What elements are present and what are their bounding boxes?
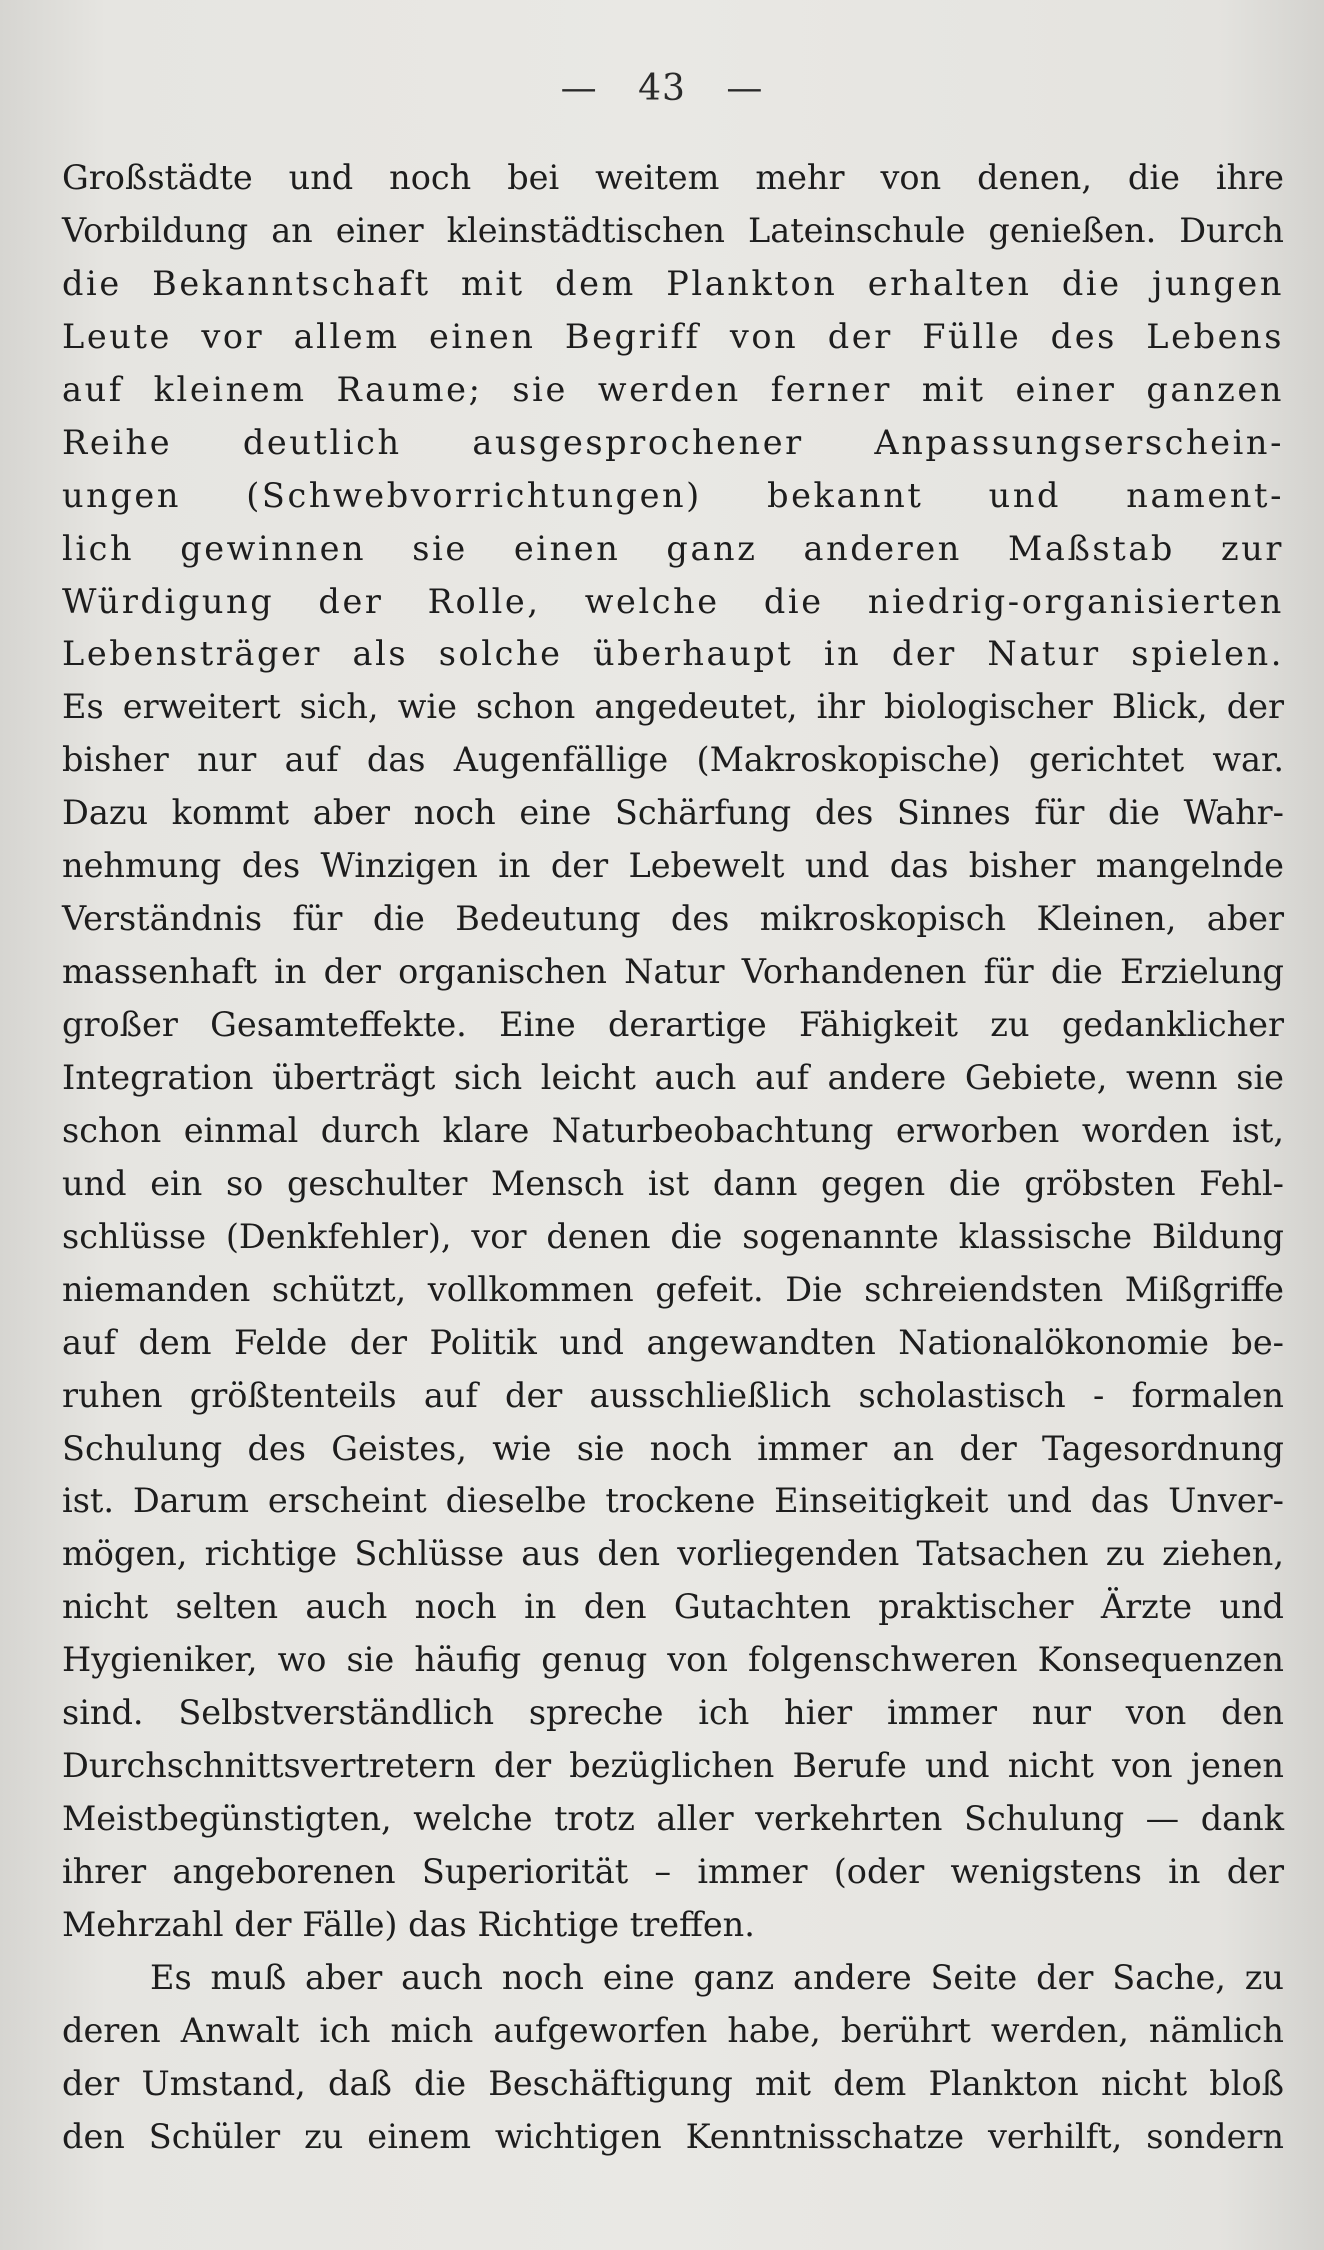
text-line: großer Gesamteffekte. Eine derartige Fähigkeit zu gedanklicher (62, 1005, 1284, 1044)
text-line: ist. Darum erscheint dieselbe trockene Einseitigkeit und das Unver- (62, 1481, 1284, 1521)
text-line: Schulung des Geistes, wie sie noch immer an der Tagesordnung (62, 1428, 1284, 1468)
text-line: ihrer angeborenen Superiorität – immer (oder wenigstens in der (62, 1852, 1284, 1891)
text-line: Hygieniker, wo sie häufig genug von folgenschweren Konsequenzen (62, 1640, 1284, 1680)
body-text (62, 152, 1284, 2164)
text-line: ruhen größtenteils auf der ausschließlich scholastisch - formalen (62, 1375, 1284, 1415)
text-line: Lebensträger als solche überhaupt in der Natur spielen. (62, 634, 1284, 674)
page-number-dash-right: — (726, 68, 764, 109)
text-line: Mehrzahl der Fälle) das Richtige treffen. (62, 1904, 755, 1944)
text-line: Vorbildung an einer kleinstädtischen Lateinschule genießen. Durch (62, 210, 1284, 250)
text-line: schon einmal durch klare Naturbeobachtung erworben worden ist, (62, 1110, 1284, 1150)
text-line: mögen, richtige Schlüsse aus den vorliegenden Tatsachen zu ziehen, (62, 1534, 1284, 1574)
page-number-dash-left: — (560, 68, 598, 109)
text-line: Durchschnittsvertretern der bezüglichen Berufe und nicht von jenen (62, 1746, 1284, 1786)
text-line: nehmung des Winzigen in der Lebewelt und das bisher mangelnde (62, 846, 1284, 886)
text-line: die Bekanntschaft mit dem Plankton erhalten die jungen (62, 263, 1284, 303)
text-line: schlüsse (Denkfehler), vor denen die sogenannte klassische Bildung (62, 1216, 1284, 1256)
text-line: Meistbegünstigten, welche trotz aller verkehrten Schulung — dank (62, 1799, 1284, 1839)
text-line: Großstädte und noch bei weitem mehr von denen, die ihre (62, 158, 1284, 197)
text-line: auf kleinem Raume; sie werden ferner mit einer ganzen (62, 369, 1284, 409)
text-line: Dazu kommt aber noch eine Schärfung des Sinnes für die Wahr- (62, 793, 1284, 833)
text-line: der Umstand, daß die Beschäftigung mit dem Plankton nicht bloß (62, 2063, 1284, 2103)
text-line: massenhaft in der organischen Natur Vorhandenen für die Erzielung (62, 952, 1284, 992)
text-line: lich gewinnen sie einen ganz anderen Maßstab zur (62, 528, 1284, 568)
text-line: bisher nur auf das Augenfällige (Makroskopische) gerichtet war. (62, 740, 1284, 780)
page-number-header (0, 68, 1324, 109)
text-line: sind. Selbstverständlich spreche ich hier immer nur von den (62, 1693, 1284, 1733)
text-line: Würdigung der Rolle, welche die niedrig-organisierten (62, 581, 1284, 621)
text-line: deren Anwalt ich mich aufgeworfen habe, berührt werden, nämlich (62, 2010, 1284, 2050)
text-line: Es erweitert sich, wie schon angedeutet, ihr biologischer Blick, der (62, 687, 1284, 727)
text-line: den Schüler zu einem wichtigen Kenntnisschatze verhilft, sondern (62, 2116, 1284, 2156)
page-number: 43 (638, 68, 686, 109)
text-line: Es muß aber auch noch eine ganz andere Seite der Sache, zu (150, 1957, 1284, 1997)
text-line: Reihe deutlich ausgesprochener Anpassungserschein- (62, 422, 1284, 462)
text-line: und ein so geschulter Mensch ist dann gegen die gröbsten Fehl- (62, 1163, 1284, 1203)
text-line: Integration überträgt sich leicht auch auf andere Gebiete, wenn sie (62, 1057, 1284, 1097)
text-line: Verständnis für die Bedeutung des mikroskopisch Kleinen, aber (62, 899, 1284, 939)
text-line: ungen (Schwebvorrichtungen) bekannt und nament- (62, 475, 1284, 515)
text-line: auf dem Felde der Politik und angewandten Nationalökonomie be- (62, 1322, 1284, 1362)
text-line: nicht selten auch noch in den Gutachten praktischer Ärzte und (62, 1587, 1284, 1627)
text-line: niemanden schützt, vollkommen gefeit. Die schreiendsten Mißgriffe (62, 1269, 1284, 1309)
text-line: Leute vor allem einen Begriff von der Fülle des Lebens (62, 316, 1284, 356)
